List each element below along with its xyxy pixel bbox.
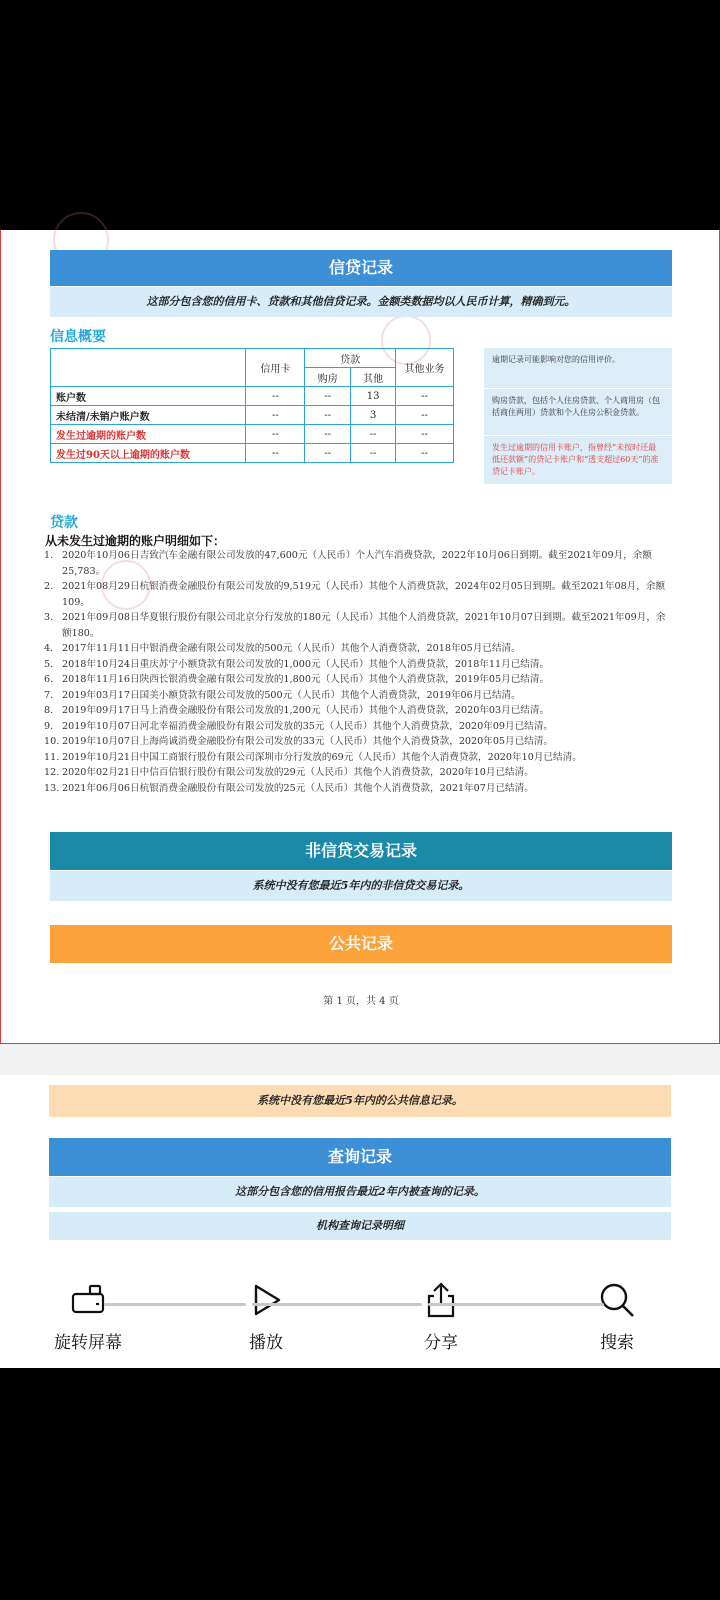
play-label: 播放 — [249, 1333, 283, 1353]
loan-text: 2017年11月11日中银消费金融有限公司发放的500元（人民币）其他个人消费贷款，2018年05月已结清。 — [62, 643, 521, 654]
loan-text: 2021年06月06日杭银消费金融股份有限公司发放的25元（人民币）其他个人消费贷款，2021年07月已结清。 — [62, 782, 534, 794]
report-page-1 — [0, 230, 720, 1044]
side-note-overdue-card: 发生过逾期的信用卡账户，指曾经“未按时还最低还款额”的贷记卡账户和“透支超过60天”的准贷记卡账户。 — [484, 436, 672, 484]
search-label: 搜索 — [600, 1333, 634, 1353]
public-record-banner: 公共记录 — [50, 925, 672, 963]
loan-item: 12. 2020年02月21日中信百信银行股份有限公司发放的29元（人民币）其他个人消费贷款，2020年10月已结清。 — [44, 765, 674, 781]
loan-item: 5. 2018年10月24日重庆苏宁小额贷款有限公司发放的1,000元（人民币）其他个人消费贷款，2018年11月已结清。 — [44, 657, 674, 673]
loan-item: 11. 2019年10月21日中国工商银行股份有限公司深圳市分行发放的69元（人民币）其他个人消费贷款，2020年10月已结清。 — [44, 750, 674, 766]
loan-item: 2. 2021年08月29日杭银消费金融股份有限公司发放的9,519元（人民币）其他个人消费贷款，2024年02月05日到期。截至2021年08月，余额109。 — [44, 579, 674, 610]
query-subtitle: 这部分包含您的信用报告最近2年内被查询的记录。 — [49, 1177, 671, 1207]
header-house: 购房 — [305, 368, 351, 387]
overview-heading: 信息概要 — [50, 329, 106, 345]
loan-item: 13. 2021年06月06日杭银消费金融股份有限公司发放的25元（人民币）其他个人消费贷款，2021年07月已结清。 — [44, 781, 674, 797]
top-black-area — [0, 0, 720, 230]
loan-subheading: 从未发生过逾期的账户明细如下： — [45, 534, 226, 548]
loan-item: 6. 2018年11月16日陕西长银消费金融有限公司发放的1,800元（人民币）其他个人消费贷款，2019年05月已结清。 — [44, 672, 674, 688]
loan-text: 2020年02月21日中信百信银行股份有限公司发放的29元（人民币）其他个人消费贷款，2020年10月已结清。 — [62, 767, 534, 778]
loan-item: 1. 2020年10月06日吉致汽车金融有限公司发放的47,600元（人民币）个人汽车消费贷款，2022年10月06日到期。截至2021年09月，余额25,783。 — [44, 548, 674, 579]
loan-item: 4. 2017年11月11日中银消费金融有限公司发放的500元（人民币）其他个人消费贷款，2018年05月已结清。 — [44, 641, 674, 657]
header-other-business: 其他业务 — [396, 349, 454, 387]
table-row: 发生过90天以上逾期的账户数 -- -- -- -- — [51, 444, 454, 463]
play-icon — [246, 1280, 286, 1320]
loan-item: 10. 2019年10月07日上海尚诚消费金融股份有限公司发放的33元（人民币）其他个人消费贷款，2020年05月已结清。 — [44, 734, 674, 750]
scroll-indicator — [428, 1303, 604, 1306]
side-note-house-loan: 购房贷款，包括个人住房贷款、个人商用房（包括商住两用）贷款和个人住房公积金贷款。 — [484, 389, 672, 435]
query-detail-heading: 机构查询记录明细 — [49, 1212, 671, 1240]
page-footer: 第 1 页，共 4 页 — [323, 996, 399, 1007]
loan-text: 2019年10月07日河北幸福消费金融股份有限公司发放的35元（人民币）其他个人消费贷款，2020年09月已结清。 — [62, 720, 554, 732]
credit-record-banner: 信贷记录 — [50, 250, 672, 286]
noncredit-subtitle: 系统中没有您最近5年内的非信贷交易记录。 — [50, 871, 672, 901]
loan-text: 2018年11月16日陕西长银消费金融有限公司发放的1,800元（人民币）其他个人消费贷款，2019年05月已结清。 — [62, 674, 550, 685]
header-loan: 贷款 — [305, 349, 396, 368]
share-label: 分享 — [424, 1333, 458, 1353]
rotate-screen-label: 旋转屏幕 — [54, 1333, 122, 1353]
public-subtitle: 系统中没有您最近5年内的公共信息记录。 — [49, 1085, 671, 1117]
loan-text: 2021年09月08日华夏银行股份有限公司北京分行发放的180元（人民币）其他个人消费贷款，2021年10月07日到期。截至2021年09月，余额180。 — [62, 612, 666, 639]
loan-text: 2019年10月21日中国工商银行股份有限公司深圳市分行发放的69元（人民币）其他个人消费贷款，2020年10月已结清。 — [62, 751, 582, 763]
loan-text: 2021年08月29日杭银消费金融股份有限公司发放的9,519元（人民币）其他个人消费贷款，2024年02月05日到期。截至2021年08月，余额109。 — [62, 581, 666, 608]
bottom-black-area — [0, 1368, 720, 1600]
share-button[interactable] — [366, 1260, 516, 1368]
scroll-indicator — [252, 1303, 422, 1306]
loan-item: 9. 2019年10月07日河北幸福消费金融股份有限公司发放的35元（人民币）其他个人消费贷款，2020年09月已结清。 — [44, 719, 674, 735]
loan-item: 3. 2021年09月08日华夏银行股份有限公司北京分行发放的180元（人民币）其他个人消费贷款，2021年10月07日到期。截至2021年09月，余额180。 — [44, 610, 674, 641]
query-banner: 查询记录 — [49, 1138, 671, 1176]
credit-record-subtitle: 这部分包含您的信用卡、贷款和其他信贷记录。金额类数据均以人民币计算，精确到元。 — [50, 287, 672, 317]
rotate-screen-button[interactable] — [13, 1260, 163, 1368]
loan-list — [44, 548, 674, 796]
loan-text: 2019年03月17日国美小额贷款有限公司发放的500元（人民币）其他个人消费贷款，2019年06月已结清。 — [62, 689, 521, 701]
rotate-screen-icon — [68, 1280, 108, 1320]
share-icon — [421, 1280, 461, 1320]
search-icon — [597, 1280, 637, 1320]
bottom-toolbar — [0, 1260, 720, 1368]
side-note-overdue: 逾期记录可能影响对您的信用评价。 — [484, 348, 672, 388]
loan-text: 2019年09月17日马上消费金融股份有限公司发放的1,200元（人民币）其他个人消费贷款，2020年03月已结清。 — [62, 705, 550, 716]
table-row: 发生过逾期的账户数 -- -- -- -- — [51, 425, 454, 444]
table-row: 账户数 -- -- 13 -- — [51, 387, 454, 406]
loan-item: 7. 2019年03月17日国美小额贷款有限公司发放的500元（人民币）其他个人消费贷款，2019年06月已结清。 — [44, 688, 674, 704]
scroll-indicator — [104, 1303, 246, 1306]
search-button[interactable] — [542, 1260, 692, 1368]
overview-table — [50, 348, 454, 463]
loan-text: 2020年10月06日吉致汽车金融有限公司发放的47,600元（人民币）个人汽车消费贷款，2022年10月06日到期。截至2021年09月，余额25,783。 — [62, 550, 652, 577]
header-credit-card: 信用卡 — [246, 349, 305, 387]
loan-text: 2018年10月24日重庆苏宁小额贷款有限公司发放的1,000元（人民币）其他个人消费贷款，2018年11月已结清。 — [62, 658, 550, 670]
loan-text: 2019年10月07日上海尚诚消费金融股份有限公司发放的33元（人民币）其他个人消费贷款，2020年05月已结清。 — [62, 736, 554, 747]
loan-heading: 贷款 — [50, 515, 78, 531]
header-other: 其他 — [351, 368, 396, 387]
loan-item: 8. 2019年09月17日马上消费金融股份有限公司发放的1,200元（人民币）其他个人消费贷款，2020年03月已结清。 — [44, 703, 674, 719]
table-row: 未结清/未销户账户数 -- -- 3 -- — [51, 406, 454, 425]
report-page-2 — [0, 1075, 720, 1260]
play-button[interactable] — [191, 1260, 341, 1368]
noncredit-banner: 非信贷交易记录 — [50, 832, 672, 870]
